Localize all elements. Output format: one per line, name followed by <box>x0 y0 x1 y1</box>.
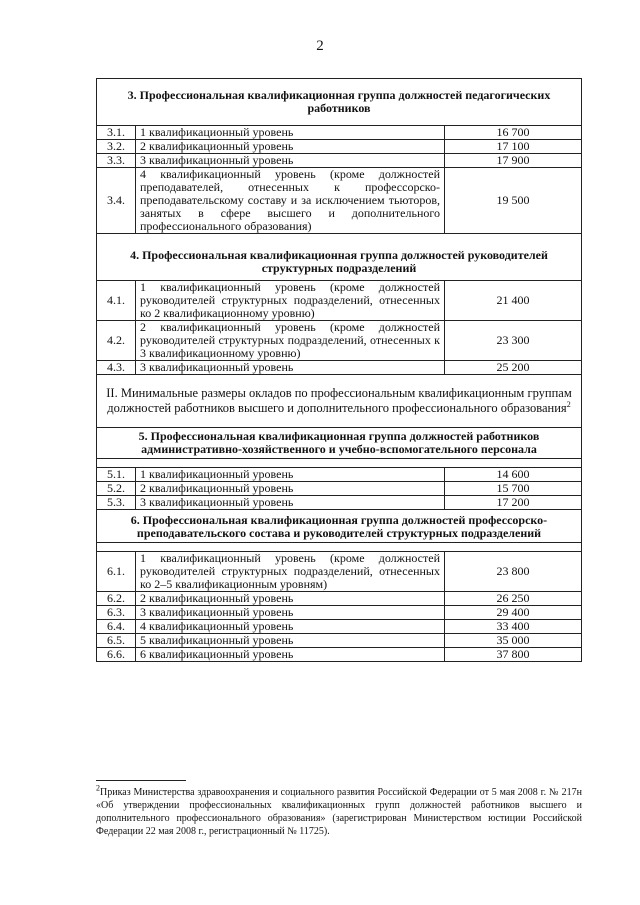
footnote-divider <box>96 780 186 781</box>
row-number: 6.6. <box>97 648 136 662</box>
row-number: 4.1. <box>97 281 136 321</box>
footnote-mark: 2 <box>566 399 571 409</box>
row-number: 6.2. <box>97 592 136 606</box>
row-value: 21 400 <box>445 281 582 321</box>
row-name: 6 квалификационный уровень <box>136 648 445 662</box>
row-name: 4 квалификационный уровень <box>136 620 445 634</box>
row-name: 2 квалификационный уровень <box>136 482 445 496</box>
row-name: 5 квалификационный уровень <box>136 634 445 648</box>
row-value: 23 800 <box>445 552 582 592</box>
table-row <box>97 468 582 482</box>
group-title: 5. Профессиональная квалификационная группа должностей работников административно-хозяйственного и учебно-вспомогательного персонала <box>97 428 582 459</box>
row-name: 3 квалификационный уровень <box>136 496 445 510</box>
table-row <box>97 552 582 592</box>
table-row <box>97 140 582 154</box>
row-value: 37 800 <box>445 648 582 662</box>
row-value: 23 300 <box>445 321 582 361</box>
row-name: 3 квалификационный уровень <box>136 606 445 620</box>
page-number: 2 <box>316 38 324 54</box>
row-number: 6.3. <box>97 606 136 620</box>
row-number: 6.5. <box>97 634 136 648</box>
section-heading <box>97 375 582 428</box>
table-row <box>97 281 582 321</box>
row-name: 3 квалификационный уровень <box>136 361 445 375</box>
group-title: 6. Профессиональная квалификационная группа должностей профессорско-преподавательского состава и руководителей структурных подразделений <box>97 510 582 543</box>
row-value: 29 400 <box>445 606 582 620</box>
row-number: 5.2. <box>97 482 136 496</box>
row-value: 25 200 <box>445 361 582 375</box>
row-name: 1 квалификационный уровень (кроме должностей руководителей структурных подразделений, отнесенных ко 2–5 квалификационным уровням) <box>136 552 445 592</box>
salary-table <box>96 78 582 662</box>
row-number: 3.2. <box>97 140 136 154</box>
row-name: 4 квалификационный уровень (кроме должностей преподавателей, отнесенных к профессорско-преподавательскому составу и за исключением тьюторов, занятых в сфере высшего и дополнительного профессионального образования) <box>136 168 445 234</box>
row-number: 3.1. <box>97 126 136 140</box>
table-row <box>97 592 582 606</box>
row-number: 6.1. <box>97 552 136 592</box>
row-number: 4.3. <box>97 361 136 375</box>
table-row <box>97 168 582 234</box>
table-row <box>97 321 582 361</box>
row-value: 35 000 <box>445 634 582 648</box>
row-value: 16 700 <box>445 126 582 140</box>
row-name: 1 квалификационный уровень <box>136 468 445 482</box>
group-header-row <box>97 428 582 459</box>
row-value: 15 700 <box>445 482 582 496</box>
row-name: 2 квалификационный уровень (кроме должностей руководителей структурных подразделений, отнесенных к 3 квалификационному уровню) <box>136 321 445 361</box>
group-header-row <box>97 79 582 126</box>
table-row <box>97 634 582 648</box>
spacer-row <box>97 234 582 245</box>
table-row <box>97 154 582 168</box>
group-header-row <box>97 244 582 281</box>
row-name: 1 квалификационный уровень <box>136 126 445 140</box>
footnote-text: Приказ Министерства здравоохранения и социального развития Российской Федерации от 5 мая 2008 г. № 217н «Об утверждении профессиональных квалификационных групп должностей работников высшего и дополнительного профессионального образования» (зарегистрирован Министерством юстиции Российской Федерации 22 мая 2008 г., регистрационный № 11725). <box>96 787 582 837</box>
table-row <box>97 482 582 496</box>
row-number: 6.4. <box>97 620 136 634</box>
footnote-number: 2 <box>96 783 100 793</box>
table-row <box>97 126 582 140</box>
row-name: 2 квалификационный уровень <box>136 140 445 154</box>
row-value: 14 600 <box>445 468 582 482</box>
row-number: 3.4. <box>97 168 136 234</box>
row-number: 3.3. <box>97 154 136 168</box>
group-title: 4. Профессиональная квалификационная группа должностей руководителей структурных подразделений <box>97 244 582 281</box>
row-number: 5.1. <box>97 468 136 482</box>
row-value: 17 100 <box>445 140 582 154</box>
row-value: 19 500 <box>445 168 582 234</box>
table-row <box>97 496 582 510</box>
row-name: 3 квалификационный уровень <box>136 154 445 168</box>
table-row <box>97 648 582 662</box>
group-header-row <box>97 510 582 543</box>
row-value: 33 400 <box>445 620 582 634</box>
row-number: 4.2. <box>97 321 136 361</box>
row-number: 5.3. <box>97 496 136 510</box>
table-row <box>97 606 582 620</box>
table-row <box>97 620 582 634</box>
row-name: 2 квалификационный уровень <box>136 592 445 606</box>
row-value: 26 250 <box>445 592 582 606</box>
table-row <box>97 361 582 375</box>
row-value: 17 900 <box>445 154 582 168</box>
row-value: 17 200 <box>445 496 582 510</box>
group-title: 3. Профессиональная квалификационная группа должностей педагогических работников <box>97 79 582 126</box>
section-heading-row <box>97 375 582 428</box>
row-name: 1 квалификационный уровень (кроме должностей руководителей структурных подразделений, отнесенных ко 2 квалификационному уровню) <box>136 281 445 321</box>
footnote <box>96 783 582 838</box>
section-heading-text: II. Минимальные размеры окладов по профессиональным квалификационным группам должностей работников высшего и дополнительного профессионального образования <box>106 386 572 415</box>
